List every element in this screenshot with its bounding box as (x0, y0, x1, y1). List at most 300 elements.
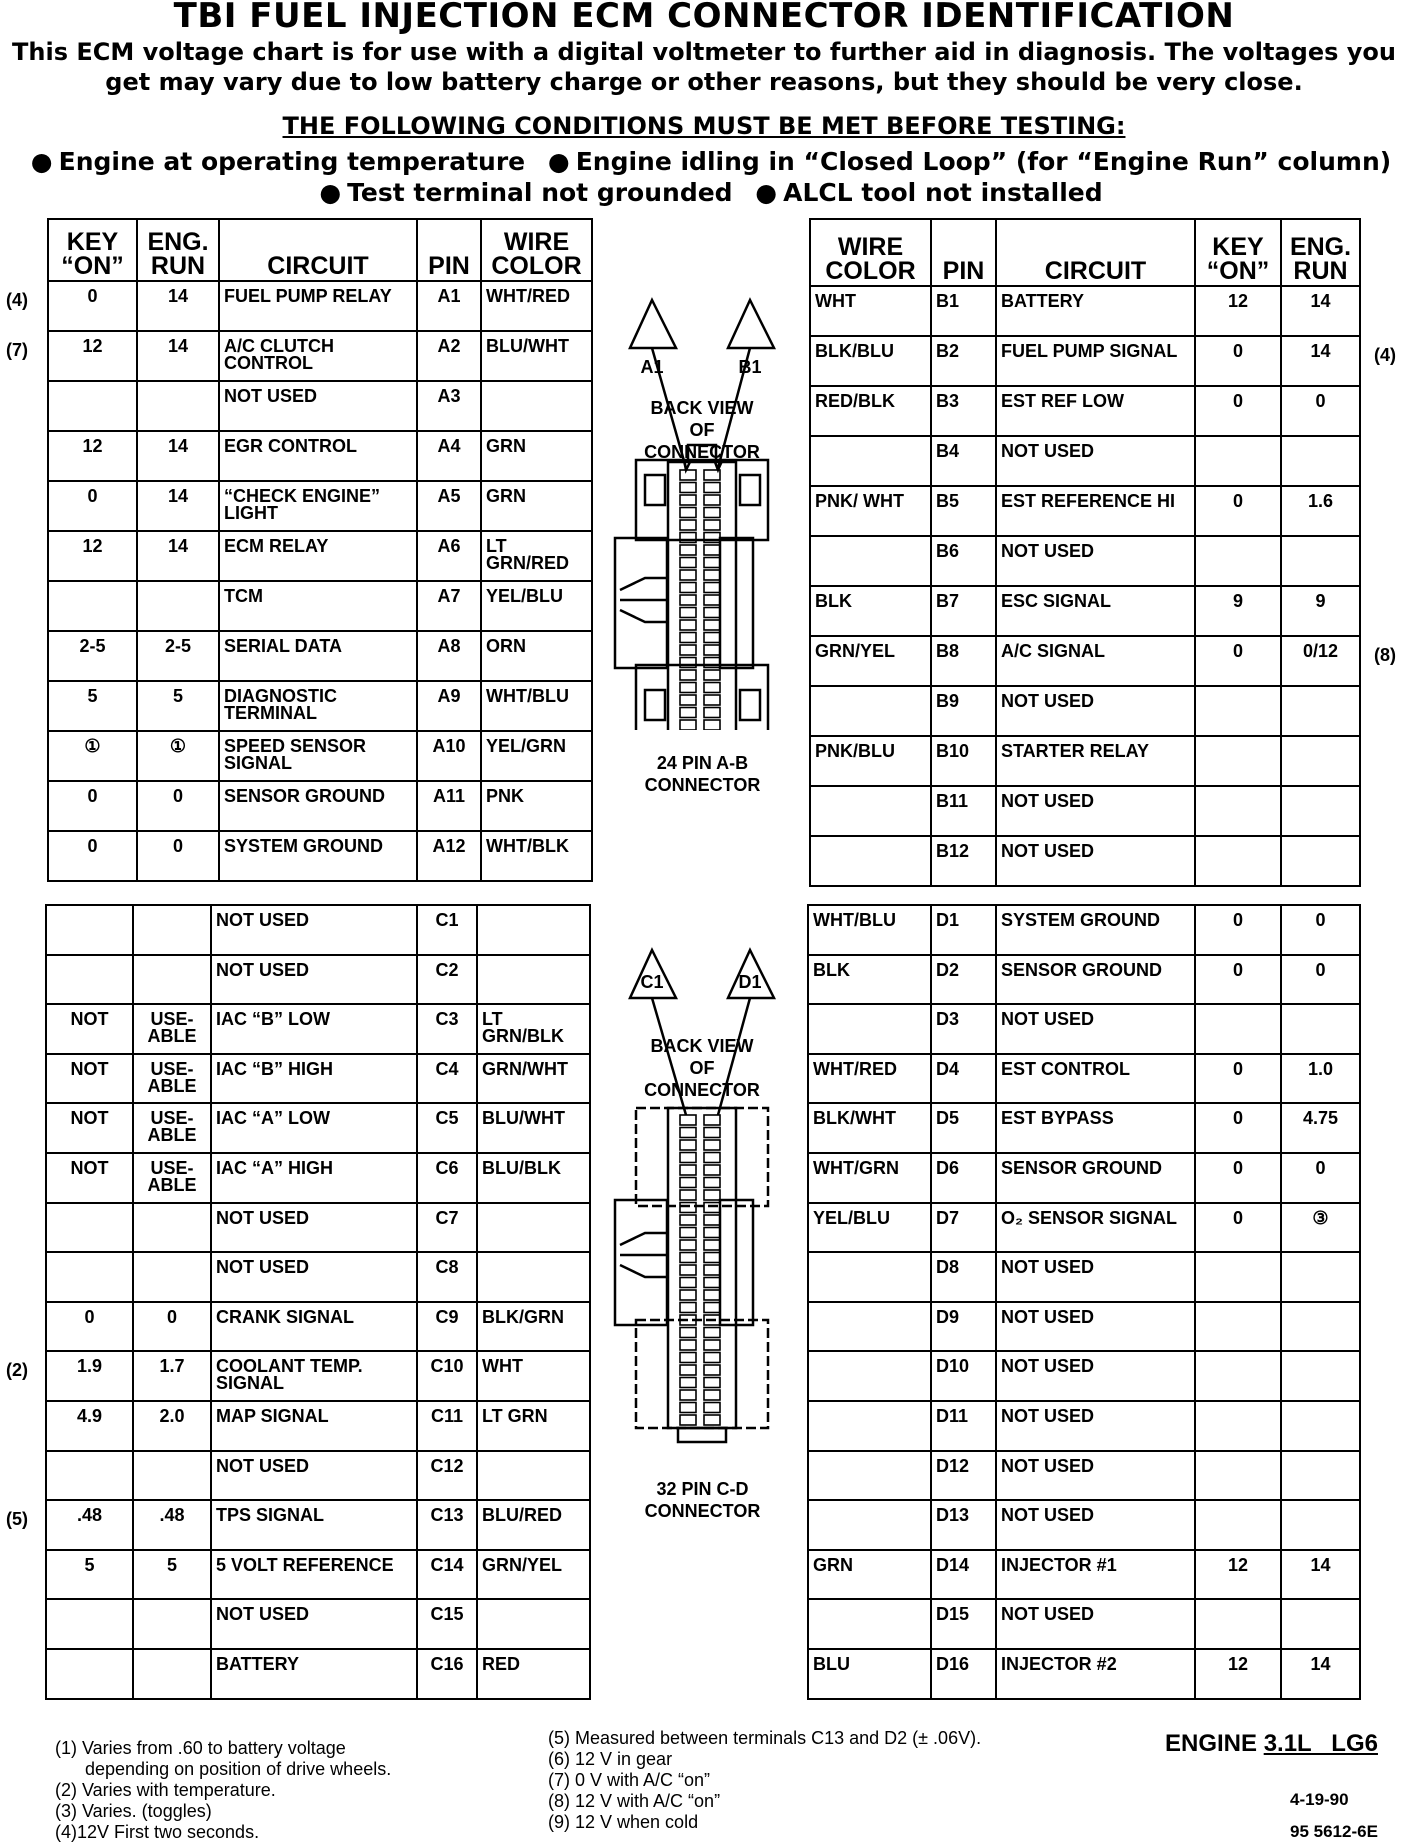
connector-pin (704, 1253, 720, 1263)
table-row (810, 536, 1360, 586)
footnote: (8) 12 V with A/C “on” (548, 1791, 721, 1811)
eng-run-value (133, 905, 211, 955)
pin-id: D3 (931, 1004, 996, 1054)
pin-id: D8 (931, 1252, 996, 1302)
connector-pin (680, 620, 696, 630)
wire-color: WHT/BLU (481, 681, 592, 731)
circuit-name: NOT USED (996, 1451, 1195, 1501)
pin-id: A3 (417, 381, 481, 431)
connector-pin (680, 683, 696, 693)
table-row (46, 905, 590, 955)
connector-pin (680, 1253, 696, 1263)
connector-pin (704, 1215, 720, 1225)
footnote: (4)12V First two seconds. (55, 1822, 260, 1842)
footnote: (1) Varies from .60 to battery voltage (55, 1738, 346, 1758)
circuit-name: NOT USED (996, 1004, 1195, 1054)
key-on-value: NOT (46, 1004, 133, 1054)
wire-color: WHT/BLU (808, 905, 931, 955)
pin-id: D2 (931, 955, 996, 1005)
connector-pin (704, 1140, 720, 1150)
key-on-value: 12 (48, 431, 137, 481)
connector-pin (680, 558, 696, 568)
key-on-value: 12 (1195, 1550, 1281, 1600)
document-number: 95 5612-6E (1290, 1822, 1378, 1841)
connector-pin (704, 545, 720, 555)
pin-b1-label: B1 (738, 357, 762, 377)
eng-run-value: 14 (137, 431, 219, 481)
connector-pin (680, 1190, 696, 1200)
connector-pin (704, 1128, 720, 1138)
key-on-value (46, 955, 133, 1005)
connector-pin (680, 1365, 696, 1375)
pin-id: B3 (931, 386, 996, 436)
wire-color (481, 381, 592, 431)
condition-item: ALCL tool not installed (783, 178, 1103, 207)
table-row (46, 1252, 590, 1302)
wire-color: YEL/GRN (481, 731, 592, 781)
wire-color: WHT/BLK (481, 831, 592, 881)
circuit-name: COOLANT TEMP. SIGNAL (211, 1351, 417, 1401)
wire-color: RED/BLK (810, 386, 931, 436)
pin-id: D13 (931, 1500, 996, 1550)
circuit-name: ECM RELAY (219, 531, 417, 581)
pin-id: A8 (417, 631, 481, 681)
connector-pin (680, 520, 696, 530)
connector-pin (680, 1403, 696, 1413)
pin-id: A7 (417, 581, 481, 631)
table-row (48, 731, 592, 781)
wire-color (808, 1401, 931, 1451)
circuit-name: NOT USED (996, 686, 1195, 736)
key-on-value: 0 (46, 1302, 133, 1352)
connector-pin (704, 1228, 720, 1238)
footnote-reference: (8) (1374, 645, 1396, 665)
table-row (46, 1004, 590, 1054)
key-on-value (46, 1451, 133, 1501)
footnote: (9) 12 V when cold (548, 1812, 699, 1832)
pin-id: D16 (931, 1649, 996, 1699)
table-row (46, 1599, 590, 1649)
key-on-value: .48 (46, 1500, 133, 1550)
circuit-name: IAC “B” LOW (211, 1004, 417, 1054)
pin-d1-label: D1 (738, 972, 762, 992)
connector-pin (680, 1240, 696, 1250)
table-row (48, 331, 592, 381)
key-on-value: 5 (46, 1550, 133, 1600)
circuit-name: FUEL PUMP RELAY (219, 281, 417, 331)
eng-run-value: 2.0 (133, 1401, 211, 1451)
pin-id: C11 (417, 1401, 477, 1451)
footnote-reference: (4) (1374, 345, 1396, 365)
pin-id: C12 (417, 1451, 477, 1501)
connector-pin (680, 708, 696, 718)
table-row (808, 1302, 1360, 1352)
circuit-name: SPEED SENSOR SIGNAL (219, 731, 417, 781)
key-on-value: 12 (1195, 1649, 1281, 1699)
table-row (48, 631, 592, 681)
pin-id: C5 (417, 1103, 477, 1153)
connector-pin (680, 1178, 696, 1188)
connector-pin (704, 608, 720, 618)
circuit-name: IAC “A” LOW (211, 1103, 417, 1153)
key-on-value (1195, 536, 1281, 586)
table-row (46, 1649, 590, 1699)
of-label: OF (689, 1058, 715, 1078)
connector-c-rows (46, 905, 590, 1699)
table-row (810, 386, 1360, 436)
circuit-name: SENSOR GROUND (996, 955, 1195, 1005)
pin-id: C4 (417, 1054, 477, 1104)
connector-pin (680, 645, 696, 655)
connector-pin (680, 545, 696, 555)
connector-pin (704, 670, 720, 680)
pin-id: B2 (931, 336, 996, 386)
bullet-icon: ● (319, 178, 342, 207)
eng-run-value (133, 1649, 211, 1699)
pin-id: D14 (931, 1550, 996, 1600)
footnote: (3) Varies. (toggles) (55, 1801, 212, 1821)
table-row (808, 1599, 1360, 1649)
pin-id: B5 (931, 486, 996, 536)
header-wire-color: WIRE COLOR (810, 219, 931, 286)
table-row (46, 1401, 590, 1451)
connector-pin (704, 1153, 720, 1163)
circuit-name: NOT USED (996, 1302, 1195, 1352)
header-wire-color: WIRE COLOR (481, 219, 592, 281)
table-row (46, 1500, 590, 1550)
key-on-value: 2-5 (48, 631, 137, 681)
wire-color: GRN (808, 1550, 931, 1600)
wire-color: PNK/BLU (810, 736, 931, 786)
wire-color (808, 1252, 931, 1302)
connector-pin (680, 570, 696, 580)
table-row (46, 1351, 590, 1401)
condition-item: Engine idling in “Closed Loop” (for “Engine Run” column) (575, 147, 1392, 176)
circuit-name: BATTERY (211, 1649, 417, 1699)
key-on-value: 0 (1195, 386, 1281, 436)
key-on-value: 0 (1195, 905, 1281, 955)
pin-id: C9 (417, 1302, 477, 1352)
pin-id: D4 (931, 1054, 996, 1104)
circuit-name: NOT USED (996, 1401, 1195, 1451)
connector-pin (680, 583, 696, 593)
wire-color (477, 1203, 590, 1253)
wire-color: BLK (808, 955, 931, 1005)
table-row (48, 531, 592, 581)
wire-color: WHT (810, 286, 931, 336)
circuit-name: O₂ SENSOR SIGNAL (996, 1203, 1195, 1253)
circuit-name: EST REF LOW (996, 386, 1195, 436)
table-header-row (48, 219, 592, 281)
key-on-value: NOT (46, 1103, 133, 1153)
eng-run-value: 0/12 (1281, 636, 1360, 686)
table-row (808, 1153, 1360, 1203)
table-row (810, 336, 1360, 386)
eng-run-value: 5 (137, 681, 219, 731)
wire-color: GRN/YEL (810, 636, 931, 686)
connector-pin (704, 1303, 720, 1313)
header-eng-run: ENG. RUN (137, 219, 219, 281)
eng-run-value (1281, 686, 1360, 736)
key-on-value: 4.9 (46, 1401, 133, 1451)
connector-pin (704, 1390, 720, 1400)
eng-run-value: 2-5 (137, 631, 219, 681)
key-on-value (1195, 1401, 1281, 1451)
wire-color: BLU/BLK (477, 1153, 590, 1203)
revision-date: 4-19-90 (1290, 1790, 1349, 1809)
caption-line: CONNECTOR (644, 1501, 761, 1521)
key-on-value (46, 1203, 133, 1253)
pin-id: C1 (417, 905, 477, 955)
engine-designation (1165, 1730, 1378, 1758)
connector-pin (704, 720, 720, 730)
table-row (46, 1153, 590, 1203)
condition-item: Test terminal not grounded (347, 178, 733, 207)
connector-cd-diagram (600, 940, 805, 1480)
wire-color: GRN/WHT (477, 1054, 590, 1104)
wire-color (808, 1451, 931, 1501)
circuit-name: INJECTOR #2 (996, 1649, 1195, 1699)
wire-color: LT GRN (477, 1401, 590, 1451)
connector-pin (680, 1140, 696, 1150)
eng-run-value (1281, 436, 1360, 486)
connector-pin (680, 1353, 696, 1363)
table-row (46, 1054, 590, 1104)
pin-id: C15 (417, 1599, 477, 1649)
key-on-value (46, 1649, 133, 1699)
eng-run-value: 0 (137, 781, 219, 831)
wire-color: GRN (481, 481, 592, 531)
table-row (808, 1054, 1360, 1104)
connector-pin (704, 1165, 720, 1175)
pin-id: A4 (417, 431, 481, 481)
eng-run-value: 9 (1281, 586, 1360, 636)
footnote: depending on position of drive wheels. (55, 1759, 392, 1779)
wire-color (808, 1004, 931, 1054)
connector-cd-pins (680, 1115, 720, 1425)
connector-pin (704, 645, 720, 655)
connector-pin (704, 633, 720, 643)
pin-id: A1 (417, 281, 481, 331)
of-label: OF (689, 420, 715, 440)
key-on-value: ① (48, 731, 137, 781)
connector-pin (680, 1278, 696, 1288)
table-row (810, 636, 1360, 686)
bullet-icon: ● (547, 147, 570, 176)
circuit-name: STARTER RELAY (996, 736, 1195, 786)
key-on-value (48, 581, 137, 631)
table-row (808, 1500, 1360, 1550)
key-on-value: NOT (46, 1153, 133, 1203)
key-on-value: 0 (1195, 1103, 1281, 1153)
pin-id: A5 (417, 481, 481, 531)
connector-pin (704, 1115, 720, 1125)
connector-d-table (807, 904, 1361, 1700)
connector-c-table (45, 904, 591, 1700)
pin-id: C8 (417, 1252, 477, 1302)
connector-pin (704, 1290, 720, 1300)
footnote: (5) Measured between terminals C13 and D2 (± .06V). (548, 1728, 982, 1748)
table-row (46, 955, 590, 1005)
pin-id: B7 (931, 586, 996, 636)
pin-id: C10 (417, 1351, 477, 1401)
eng-run-value (133, 1599, 211, 1649)
eng-run-value: 0 (1281, 1153, 1360, 1203)
key-on-value (1195, 436, 1281, 486)
pin-id: D15 (931, 1599, 996, 1649)
key-on-value: 0 (48, 281, 137, 331)
connector-a-rows (48, 281, 592, 881)
circuit-name: NOT USED (211, 955, 417, 1005)
wire-color: PNK (481, 781, 592, 831)
connector-ab-diagram (600, 290, 805, 730)
key-on-value: 0 (1195, 1203, 1281, 1253)
key-on-value (1195, 686, 1281, 736)
connector-pin (680, 483, 696, 493)
connector-pin (704, 1415, 720, 1425)
pin-b1-marker (728, 300, 774, 348)
table-row (808, 1351, 1360, 1401)
table-row (810, 286, 1360, 336)
eng-run-value (133, 955, 211, 1005)
circuit-name: NOT USED (219, 381, 417, 431)
pin-id: D11 (931, 1401, 996, 1451)
back-view-label: BACK VIEW (650, 398, 754, 418)
connector-pin (680, 1340, 696, 1350)
circuit-name: FUEL PUMP SIGNAL (996, 336, 1195, 386)
key-on-value: 0 (1195, 636, 1281, 686)
circuit-name: NOT USED (996, 836, 1195, 886)
table-row (48, 831, 592, 881)
circuit-name: 5 VOLT REFERENCE (211, 1550, 417, 1600)
wire-color: BLK (810, 586, 931, 636)
wire-color (810, 836, 931, 886)
circuit-name: SENSOR GROUND (219, 781, 417, 831)
conditions-heading: THE FOLLOWING CONDITIONS MUST BE MET BEFORE TESTING: (282, 112, 1126, 140)
circuit-name: NOT USED (996, 436, 1195, 486)
eng-run-value: 1.6 (1281, 486, 1360, 536)
pin-id: B6 (931, 536, 996, 586)
header-circuit: CIRCUIT (219, 219, 417, 281)
eng-run-value: 14 (137, 331, 219, 381)
eng-run-value: 1.7 (133, 1351, 211, 1401)
pin-id: C6 (417, 1153, 477, 1203)
wire-color: WHT/RED (808, 1054, 931, 1104)
key-on-value (1195, 1252, 1281, 1302)
connector-pin (680, 1290, 696, 1300)
eng-run-value: 14 (137, 281, 219, 331)
table-row (810, 686, 1360, 736)
footnote-reference: (7) (6, 340, 28, 360)
eng-run-value: 0 (1281, 905, 1360, 955)
connector-pin (704, 583, 720, 593)
intro-line-2: get may vary due to low battery charge or other reasons, but they should be very close. (105, 68, 1303, 96)
connector-pin (680, 1165, 696, 1175)
table-row (808, 1004, 1360, 1054)
key-on-value: 5 (48, 681, 137, 731)
key-on-value (1195, 1302, 1281, 1352)
pin-id: D6 (931, 1153, 996, 1203)
pin-id: D5 (931, 1103, 996, 1153)
header-eng-run: ENG. RUN (1281, 219, 1360, 286)
connector-pin (704, 520, 720, 530)
connector-d-rows (808, 905, 1360, 1699)
wire-color: BLK/GRN (477, 1302, 590, 1352)
pin-id: B8 (931, 636, 996, 686)
connector-pin (680, 1115, 696, 1125)
circuit-name: NOT USED (996, 1500, 1195, 1550)
eng-run-value: 4.75 (1281, 1103, 1360, 1153)
circuit-name: NOT USED (211, 1252, 417, 1302)
table-row (810, 586, 1360, 636)
connector-pin (704, 1353, 720, 1363)
key-on-value (1195, 836, 1281, 886)
table-row (48, 431, 592, 481)
footnote-reference: (5) (6, 1509, 28, 1530)
circuit-name: INJECTOR #1 (996, 1550, 1195, 1600)
wire-color (810, 686, 931, 736)
circuit-name: TPS SIGNAL (211, 1500, 417, 1550)
bullet-icon: ● (755, 178, 778, 207)
connector-pin (680, 1378, 696, 1388)
connector-label: CONNECTOR (644, 1080, 760, 1100)
key-on-value (1195, 1599, 1281, 1649)
circuit-name: NOT USED (996, 786, 1195, 836)
footnotes-right (548, 1728, 981, 1833)
key-on-value: 12 (48, 331, 137, 381)
key-on-value: 0 (48, 781, 137, 831)
connector-pin (680, 1390, 696, 1400)
connector-pin (680, 1303, 696, 1313)
pin-id: C3 (417, 1004, 477, 1054)
eng-run-value (133, 1451, 211, 1501)
wire-color: PNK/ WHT (810, 486, 931, 536)
key-on-value: 0 (1195, 955, 1281, 1005)
page-title: TBI FUEL INJECTION ECM CONNECTOR IDENTIFICATION (173, 0, 1235, 36)
connector-pin (704, 1378, 720, 1388)
wire-color: BLU/RED (477, 1500, 590, 1550)
pin-id: B11 (931, 786, 996, 836)
engine-label: ENGINE (1165, 1730, 1258, 1757)
circuit-name: BATTERY (996, 286, 1195, 336)
circuit-name: CRANK SIGNAL (211, 1302, 417, 1352)
wire-color: YEL/BLU (481, 581, 592, 631)
pin-id: A6 (417, 531, 481, 581)
eng-run-value: 14 (1281, 336, 1360, 386)
footnote-reference: (4) (6, 290, 28, 310)
circuit-name: DIAGNOSTIC TERMINAL (219, 681, 417, 731)
pin-id: D1 (931, 905, 996, 955)
pin-id: C7 (417, 1203, 477, 1253)
connector-pin (704, 695, 720, 705)
wire-color (808, 1500, 931, 1550)
table-row (810, 436, 1360, 486)
circuit-name: SYSTEM GROUND (219, 831, 417, 881)
pin-id: D7 (931, 1203, 996, 1253)
eng-run-value: 0 (1281, 955, 1360, 1005)
eng-run-value (1281, 1252, 1360, 1302)
wire-color: LT GRN/RED (481, 531, 592, 581)
eng-run-value (1281, 1500, 1360, 1550)
pin-id: C13 (417, 1500, 477, 1550)
table-row (808, 1203, 1360, 1253)
table-row (48, 481, 592, 531)
key-on-value: 0 (1195, 1054, 1281, 1104)
eng-run-value: 14 (137, 531, 219, 581)
connector-pin (704, 570, 720, 580)
table-row (808, 1550, 1360, 1600)
connector-pin (704, 1203, 720, 1213)
